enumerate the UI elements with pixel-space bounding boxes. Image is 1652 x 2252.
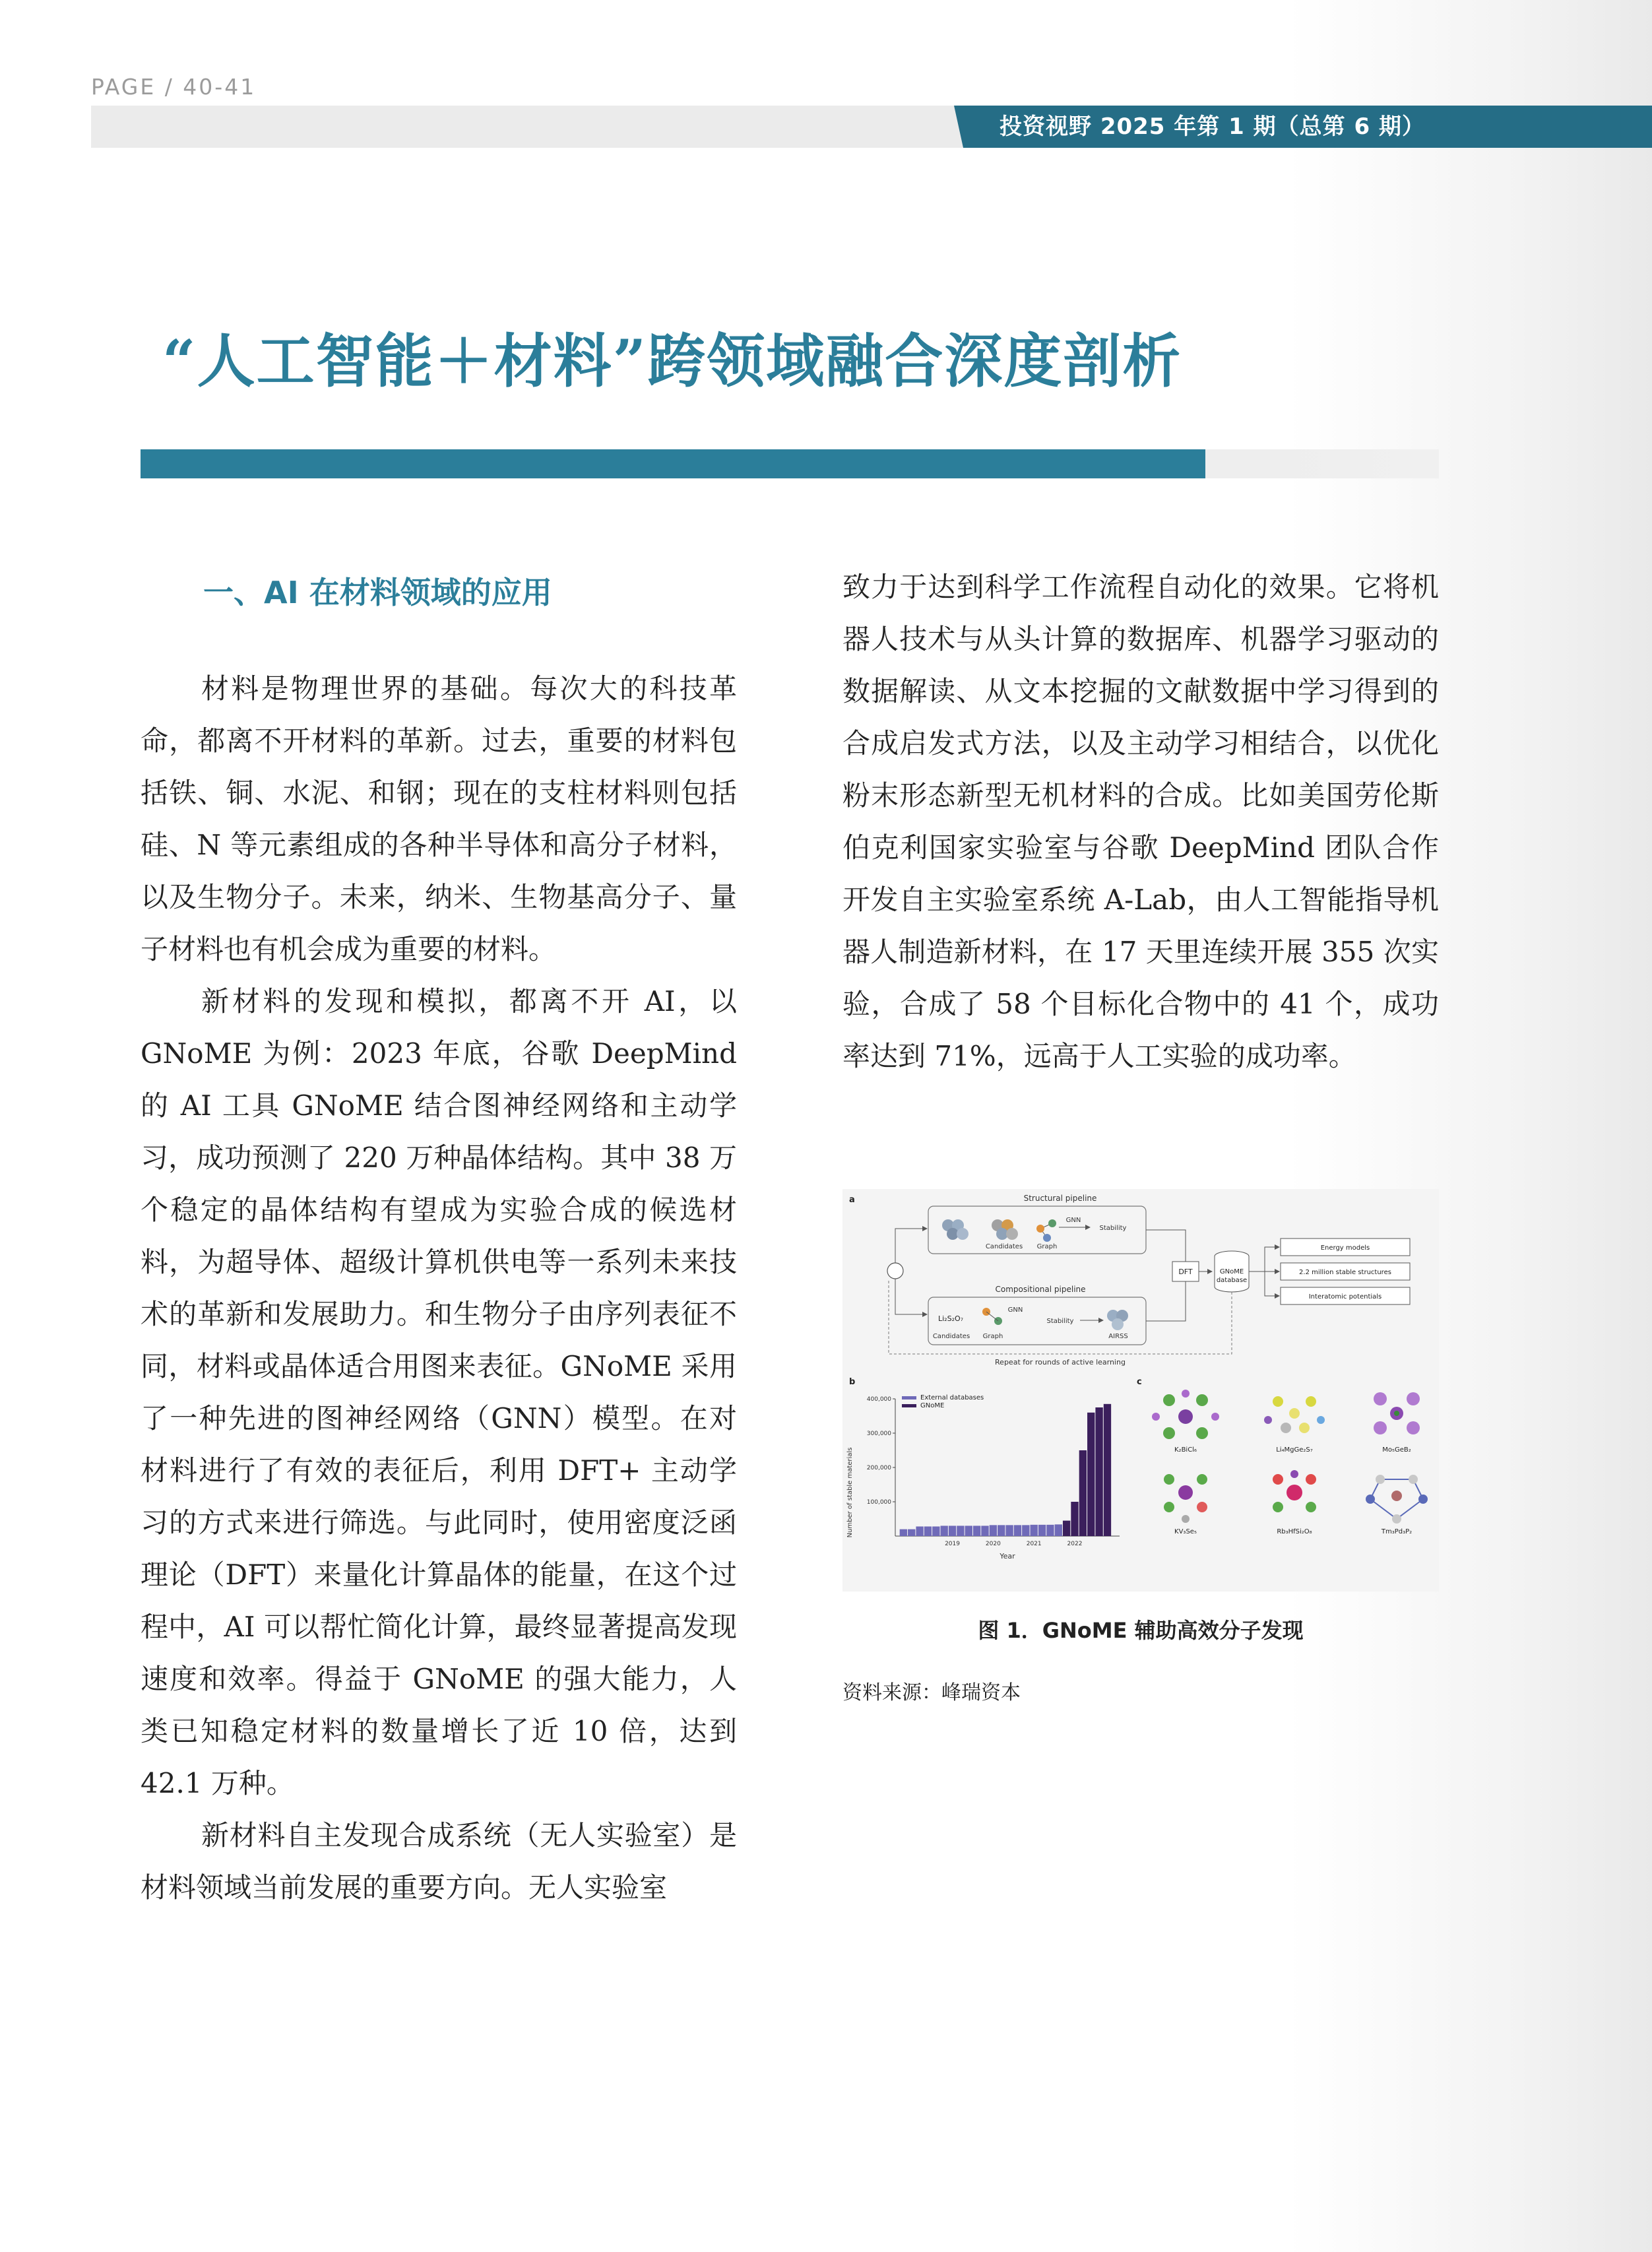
article-title: “人工智能＋材料”跨领域融合深度剖析 bbox=[162, 327, 1182, 395]
bar-external bbox=[1055, 1524, 1062, 1536]
database-label-1: GNoME bbox=[1219, 1268, 1244, 1275]
paragraph: 新材料的发现和模拟，都离不开 AI，以 GNoME 为例：2023 年底，谷歌 DeepMind 的 AI 工具 GNoME 结合图神经网络和主动学习，成功预测了 220 万种晶体结构。其中 38 万个稳定的晶体结构有望成为实验合成的候选材料，为超导体、超级计算机供电等一系列未来技术的革新和发展助力。和生物分子由序列表征不同，材料或晶体适合用图来表征。GNoME 采用了一种先进的图神经网络（GNN）模型。在对材料进行了有效的表征后，利用 DFT+ 主动学习的方式来进行筛选。与此同时，使用密度泛函理论（DFT）来量化计算晶体的能量，在这个过程中，AI 可以帮忙简化计算，最终显著提高发现速度和效率。得益于 GNoME 的强大能力，人类已知稳定材料的数量增长了近 10 倍，达到 42.1 万种。 bbox=[141, 985, 737, 1799]
bar-external bbox=[965, 1526, 972, 1536]
bar-external bbox=[998, 1525, 1005, 1536]
figure-source: 资料来源：峰瑞资本 bbox=[842, 1681, 1021, 1704]
bar-external bbox=[973, 1526, 980, 1536]
pipeline-start-node bbox=[887, 1263, 903, 1279]
airss-label: AIRSS bbox=[1108, 1333, 1128, 1340]
structural-pipeline-title: Structural pipeline bbox=[1023, 1194, 1097, 1203]
bar-external bbox=[1038, 1525, 1046, 1536]
panel-a-label: a bbox=[849, 1195, 855, 1205]
bar-external bbox=[1031, 1525, 1038, 1536]
bar-external bbox=[900, 1529, 907, 1536]
output-interatomic-potentials: Interatomic potentials bbox=[1308, 1293, 1382, 1301]
bar-gnome bbox=[1095, 1407, 1102, 1536]
y-tick-label: 200,000 bbox=[866, 1465, 891, 1471]
bar-gnome bbox=[1079, 1450, 1087, 1536]
stability-label: Stability bbox=[1046, 1318, 1074, 1325]
issue-label: 投资视野 2025 年第 1 期（总第 6 期） bbox=[1000, 113, 1425, 140]
candidates-label: Candidates bbox=[932, 1333, 970, 1340]
bar-external bbox=[949, 1526, 956, 1536]
x-tick-label: 2022 bbox=[1067, 1541, 1083, 1547]
legend-gnome: GNoME bbox=[920, 1402, 945, 1409]
active-learning-label: Repeat for rounds of active learning bbox=[995, 1358, 1126, 1367]
x-tick-label: 2019 bbox=[945, 1541, 960, 1547]
output-energy-models: Energy models bbox=[1320, 1244, 1370, 1252]
database-label-2: database bbox=[1216, 1277, 1248, 1284]
stability-label: Stability bbox=[1099, 1225, 1127, 1232]
dft-label: DFT bbox=[1178, 1268, 1193, 1276]
paragraph: 致力于达到科学工作流程自动化的效果。它将机器人技术与从头计算的数据库、机器学习驱动的数据解读、从文本挖掘的文献数据中学习得到的合成启发式方法，以及主动学习相结合，以优化粉末形态新型无机材料的合成。比如美国劳伦斯伯克利国家实验室与谷歌 DeepMind 团队合作开发自主实验室系统 A-Lab，由人工智能指导机器人制造新材料，在 17 天里连续开展 355 次实验，合成了 58 个目标化合物中的 41 个，成功率达到 71%，远高于人工实验的成功率。 bbox=[842, 571, 1439, 1072]
paragraph: 材料是物理世界的基础。每次大的科技革命，都离不开材料的革新。过去，重要的材料包括铁、铜、水泥、和钢；现在的支柱材料则包括硅、N 等元素组成的各种半导体和高分子材料，以及生物分子。未来，纳米、生物基高分子、量子材料也有机会成为重要的材料。 bbox=[141, 672, 737, 965]
chart-xlabel: Year bbox=[1000, 1552, 1015, 1560]
bar-external bbox=[916, 1526, 923, 1536]
figure-svg bbox=[842, 1189, 1439, 1592]
bar-external bbox=[1005, 1525, 1013, 1536]
legend-swatch-external bbox=[902, 1396, 916, 1399]
crystal-label: Mo₅GeB₂ bbox=[1382, 1446, 1411, 1454]
title-underline-accent bbox=[141, 449, 1205, 478]
bar-external bbox=[957, 1526, 964, 1536]
crystal-label: K₂BiCl₆ bbox=[1174, 1446, 1197, 1454]
panel-c-label: c bbox=[1137, 1377, 1142, 1387]
bar-external bbox=[924, 1526, 932, 1536]
bar-external bbox=[932, 1526, 939, 1536]
crystal-label: Li₄MgGe₂S₇ bbox=[1276, 1446, 1313, 1454]
candidates-label: Candidates bbox=[985, 1243, 1023, 1250]
graph-label: Graph bbox=[982, 1333, 1003, 1340]
crystal-label: KV₃Se₅ bbox=[1174, 1528, 1197, 1535]
bar-external bbox=[1014, 1525, 1021, 1536]
y-tick-label: 400,000 bbox=[866, 1396, 891, 1403]
bar-gnome bbox=[1087, 1413, 1095, 1536]
right-column bbox=[842, 561, 1439, 1082]
bar-external bbox=[990, 1525, 997, 1536]
graph-label: Graph bbox=[1036, 1243, 1058, 1250]
bar-external bbox=[908, 1529, 915, 1536]
gnome-figure bbox=[842, 1189, 1439, 1592]
bar-gnome bbox=[1104, 1404, 1111, 1536]
figure-caption: 图 1．GNoME 辅助高效分子发现 bbox=[978, 1618, 1304, 1643]
x-tick-label: 2021 bbox=[1026, 1541, 1042, 1547]
left-column bbox=[141, 662, 737, 1914]
paragraph: 新材料自主发现合成系统（无人实验室）是材料领域当前发展的重要方向。无人实验室 bbox=[141, 1819, 737, 1904]
bar-external bbox=[981, 1526, 988, 1536]
candidate-formula: Li₂S₂O₇ bbox=[938, 1314, 964, 1323]
chart-ylabel: Number of stable materials bbox=[846, 1447, 854, 1538]
legend-external: External databases bbox=[920, 1394, 984, 1401]
bar-external bbox=[1022, 1525, 1029, 1536]
section-heading: 一、AI 在材料领域的应用 bbox=[203, 575, 552, 610]
bar-gnome bbox=[1063, 1521, 1070, 1536]
crystal-label: Tm₃Pd₃P₂ bbox=[1381, 1528, 1413, 1535]
output-stable-structures: 2.2 million stable structures bbox=[1299, 1269, 1391, 1276]
bar-external bbox=[1046, 1525, 1054, 1536]
y-tick-label: 100,000 bbox=[866, 1499, 891, 1506]
y-tick-label: 300,000 bbox=[866, 1431, 891, 1437]
gnn-label: GNN bbox=[1065, 1217, 1081, 1224]
bar-gnome bbox=[1071, 1502, 1078, 1536]
panel-b-label: b bbox=[849, 1377, 856, 1387]
compositional-pipeline-title: Compositional pipeline bbox=[995, 1285, 1086, 1294]
crystal-label: Rb₃HfSi₂O₈ bbox=[1277, 1528, 1312, 1535]
gnn-label: GNN bbox=[1007, 1306, 1023, 1314]
x-tick-label: 2020 bbox=[985, 1541, 1001, 1547]
bar-external bbox=[941, 1526, 948, 1536]
page-label: PAGE / 40-41 bbox=[91, 74, 257, 100]
legend-swatch-gnome bbox=[902, 1404, 916, 1407]
